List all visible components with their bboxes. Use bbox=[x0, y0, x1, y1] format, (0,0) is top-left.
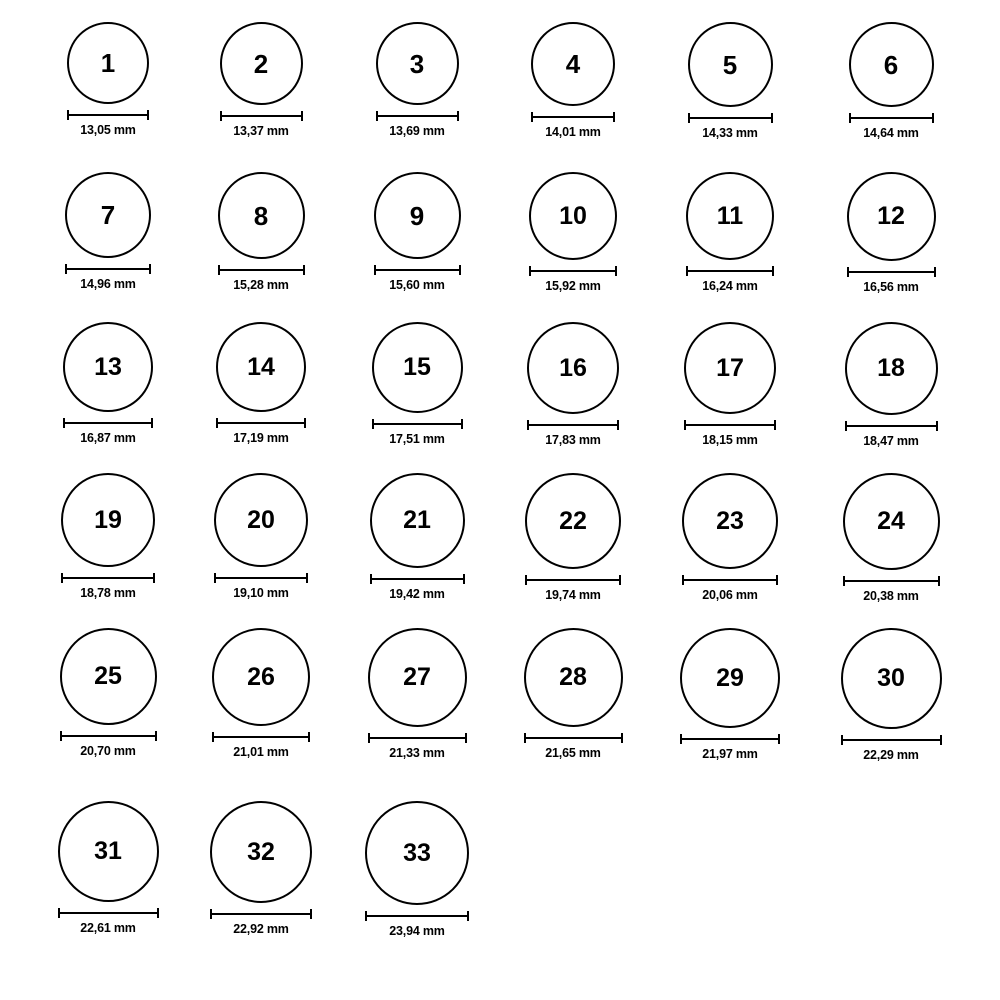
measure-cap-right-icon bbox=[936, 421, 938, 431]
diameter-label: 22,61 mm bbox=[80, 921, 136, 935]
ring-size-number: 26 bbox=[247, 662, 275, 691]
measure-cap-left-icon bbox=[368, 733, 370, 743]
diameter-label: 19,42 mm bbox=[389, 587, 445, 601]
measure-line-icon bbox=[372, 423, 463, 425]
ring-size-item bbox=[355, 22, 479, 138]
diameter-measure bbox=[61, 573, 155, 583]
ring-size-number: 18 bbox=[877, 354, 905, 382]
ring-size-item bbox=[199, 473, 323, 600]
measure-cap-left-icon bbox=[218, 265, 220, 275]
ring-circle bbox=[680, 628, 780, 728]
measure-cap-left-icon bbox=[376, 111, 378, 121]
ring-circle bbox=[686, 172, 774, 260]
measure-cap-right-icon bbox=[619, 575, 621, 585]
measure-line-icon bbox=[843, 580, 940, 582]
diameter-label: 15,60 mm bbox=[389, 278, 445, 292]
ring-circle bbox=[212, 628, 310, 726]
diameter-label: 13,37 mm bbox=[233, 124, 289, 138]
diameter-label: 17,51 mm bbox=[389, 432, 445, 446]
diameter-label: 23,94 mm bbox=[389, 924, 445, 938]
diameter-measure bbox=[212, 732, 310, 742]
measure-cap-left-icon bbox=[686, 266, 688, 276]
diameter-measure bbox=[680, 734, 780, 744]
diameter-label: 20,38 mm bbox=[863, 589, 919, 603]
ring-circle bbox=[843, 473, 940, 570]
measure-line-icon bbox=[529, 270, 617, 272]
ring-size-item bbox=[46, 628, 170, 758]
ring-circle bbox=[63, 322, 153, 412]
measure-line-icon bbox=[214, 577, 308, 579]
measure-cap-right-icon bbox=[938, 576, 940, 586]
ring-size-number: 9 bbox=[409, 200, 425, 231]
diameter-label: 14,96 mm bbox=[80, 277, 136, 291]
ring-size-item bbox=[199, 801, 323, 936]
measure-line-icon bbox=[684, 424, 776, 426]
measure-cap-left-icon bbox=[65, 264, 67, 274]
diameter-measure bbox=[374, 265, 461, 275]
measure-line-icon bbox=[210, 913, 312, 915]
measure-cap-right-icon bbox=[459, 265, 461, 275]
ring-size-item bbox=[199, 22, 323, 138]
ring-size-number: 14 bbox=[247, 352, 275, 381]
measure-cap-right-icon bbox=[778, 734, 780, 744]
diameter-label: 14,64 mm bbox=[863, 126, 919, 140]
ring-size-number: 7 bbox=[100, 200, 116, 230]
measure-line-icon bbox=[58, 912, 159, 914]
diameter-label: 19,74 mm bbox=[545, 588, 601, 602]
measure-cap-left-icon bbox=[220, 111, 222, 121]
measure-cap-left-icon bbox=[372, 419, 374, 429]
ring-size-number: 31 bbox=[94, 837, 122, 865]
measure-cap-right-icon bbox=[301, 111, 303, 121]
measure-line-icon bbox=[370, 578, 465, 580]
ring-size-item bbox=[829, 322, 953, 448]
measure-line-icon bbox=[841, 739, 942, 741]
ring-size-item bbox=[46, 322, 170, 445]
measure-line-icon bbox=[680, 738, 780, 740]
measure-cap-left-icon bbox=[216, 418, 218, 428]
ring-size-number: 2 bbox=[253, 48, 269, 79]
measure-cap-left-icon bbox=[680, 734, 682, 744]
ring-size-item bbox=[355, 801, 479, 938]
measure-cap-right-icon bbox=[621, 733, 623, 743]
measure-cap-left-icon bbox=[527, 420, 529, 430]
ring-circle bbox=[688, 22, 773, 107]
measure-cap-left-icon bbox=[688, 113, 690, 123]
diameter-measure bbox=[525, 575, 621, 585]
measure-cap-right-icon bbox=[934, 267, 936, 277]
measure-line-icon bbox=[365, 915, 469, 917]
measure-cap-right-icon bbox=[463, 574, 465, 584]
ring-size-item bbox=[668, 22, 792, 140]
ring-size-number: 1 bbox=[100, 48, 116, 78]
measure-cap-right-icon bbox=[155, 731, 157, 741]
diameter-label: 17,19 mm bbox=[233, 431, 289, 445]
measure-line-icon bbox=[531, 116, 615, 118]
diameter-measure bbox=[58, 908, 159, 918]
measure-cap-left-icon bbox=[847, 267, 849, 277]
measure-cap-left-icon bbox=[210, 909, 212, 919]
diameter-label: 16,56 mm bbox=[863, 280, 919, 294]
measure-cap-right-icon bbox=[465, 733, 467, 743]
measure-line-icon bbox=[682, 579, 778, 581]
measure-cap-left-icon bbox=[370, 574, 372, 584]
ring-size-number: 21 bbox=[403, 506, 431, 534]
diameter-label: 18,78 mm bbox=[80, 586, 136, 600]
ring-circle bbox=[841, 628, 942, 729]
measure-line-icon bbox=[686, 270, 774, 272]
measure-cap-right-icon bbox=[310, 909, 312, 919]
measure-line-icon bbox=[67, 114, 149, 116]
diameter-measure bbox=[210, 909, 312, 919]
measure-cap-right-icon bbox=[467, 911, 469, 921]
diameter-label: 21,01 mm bbox=[233, 745, 289, 759]
measure-cap-left-icon bbox=[524, 733, 526, 743]
ring-size-number: 12 bbox=[877, 202, 905, 230]
diameter-measure bbox=[531, 112, 615, 122]
diameter-label: 20,70 mm bbox=[80, 744, 136, 758]
diameter-label: 16,87 mm bbox=[80, 431, 136, 445]
ring-circle bbox=[684, 322, 776, 414]
ring-circle bbox=[218, 172, 305, 259]
ring-circle bbox=[849, 22, 934, 107]
measure-cap-right-icon bbox=[615, 266, 617, 276]
ring-size-item bbox=[668, 322, 792, 447]
measure-cap-right-icon bbox=[147, 110, 149, 120]
diameter-label: 19,10 mm bbox=[233, 586, 289, 600]
ring-circle bbox=[216, 322, 306, 412]
ring-size-number: 11 bbox=[716, 201, 744, 230]
diameter-label: 18,15 mm bbox=[702, 433, 758, 447]
ring-size-item bbox=[829, 172, 953, 294]
ring-size-item bbox=[511, 22, 635, 139]
ring-size-item bbox=[355, 628, 479, 760]
diameter-label: 14,01 mm bbox=[545, 125, 601, 139]
ring-size-item bbox=[511, 172, 635, 293]
ring-size-number: 20 bbox=[247, 505, 275, 534]
diameter-label: 15,92 mm bbox=[545, 279, 601, 293]
ring-size-number: 3 bbox=[409, 48, 425, 79]
measure-cap-left-icon bbox=[365, 911, 367, 921]
diameter-measure bbox=[849, 113, 934, 123]
measure-line-icon bbox=[527, 424, 619, 426]
measure-cap-right-icon bbox=[932, 113, 934, 123]
diameter-measure bbox=[60, 731, 157, 741]
ring-size-number: 23 bbox=[716, 506, 744, 535]
ring-size-item bbox=[668, 172, 792, 293]
ring-circle bbox=[65, 172, 151, 258]
diameter-measure bbox=[370, 574, 465, 584]
diameter-label: 13,69 mm bbox=[389, 124, 445, 138]
ring-size-item bbox=[46, 172, 170, 291]
ring-size-item bbox=[511, 322, 635, 447]
ring-size-item bbox=[355, 172, 479, 292]
measure-line-icon bbox=[220, 115, 303, 117]
diameter-label: 22,29 mm bbox=[863, 748, 919, 762]
ring-size-number: 24 bbox=[877, 507, 905, 535]
measure-cap-left-icon bbox=[525, 575, 527, 585]
ring-size-number: 10 bbox=[559, 201, 587, 230]
ring-circle bbox=[374, 172, 461, 259]
measure-line-icon bbox=[525, 579, 621, 581]
measure-cap-right-icon bbox=[149, 264, 151, 274]
ring-size-item bbox=[199, 322, 323, 445]
ring-size-number: 8 bbox=[253, 200, 269, 231]
measure-cap-right-icon bbox=[772, 266, 774, 276]
ring-size-number: 5 bbox=[722, 49, 738, 80]
diameter-measure bbox=[686, 266, 774, 276]
ring-size-item bbox=[199, 172, 323, 292]
measure-cap-left-icon bbox=[67, 110, 69, 120]
ring-size-item bbox=[511, 473, 635, 602]
ring-size-item bbox=[668, 473, 792, 602]
measure-line-icon bbox=[374, 269, 461, 271]
ring-size-number: 19 bbox=[94, 505, 122, 534]
ring-circle bbox=[376, 22, 459, 105]
ring-circle bbox=[60, 628, 157, 725]
measure-cap-left-icon bbox=[58, 908, 60, 918]
ring-circle bbox=[370, 473, 465, 568]
ring-circle bbox=[529, 172, 617, 260]
ring-circle bbox=[847, 172, 936, 261]
diameter-measure bbox=[63, 418, 153, 428]
diameter-measure bbox=[843, 576, 940, 586]
ring-circle bbox=[210, 801, 312, 903]
measure-cap-left-icon bbox=[212, 732, 214, 742]
ring-size-number: 33 bbox=[403, 838, 431, 867]
measure-cap-right-icon bbox=[776, 575, 778, 585]
ring-size-item bbox=[46, 801, 170, 935]
measure-cap-right-icon bbox=[457, 111, 459, 121]
measure-cap-right-icon bbox=[303, 265, 305, 275]
ring-size-item bbox=[355, 322, 479, 446]
ring-size-item bbox=[46, 473, 170, 600]
diameter-measure bbox=[841, 735, 942, 745]
ring-size-number: 16 bbox=[559, 353, 587, 382]
measure-line-icon bbox=[849, 117, 934, 119]
ring-circle bbox=[365, 801, 469, 905]
measure-cap-left-icon bbox=[529, 266, 531, 276]
measure-cap-left-icon bbox=[845, 421, 847, 431]
diameter-label: 14,33 mm bbox=[702, 126, 758, 140]
measure-line-icon bbox=[65, 268, 151, 270]
measure-cap-left-icon bbox=[60, 731, 62, 741]
measure-line-icon bbox=[216, 422, 306, 424]
ring-size-item bbox=[355, 473, 479, 601]
ring-size-number: 25 bbox=[94, 662, 122, 690]
measure-line-icon bbox=[63, 422, 153, 424]
measure-cap-left-icon bbox=[63, 418, 65, 428]
measure-cap-left-icon bbox=[214, 573, 216, 583]
ring-size-number: 15 bbox=[403, 353, 431, 381]
ring-size-number: 28 bbox=[559, 663, 587, 691]
ring-circle bbox=[372, 322, 463, 413]
ring-size-number: 29 bbox=[716, 663, 744, 692]
ring-size-number: 4 bbox=[565, 49, 581, 79]
ring-size-item bbox=[668, 628, 792, 761]
diameter-measure bbox=[372, 419, 463, 429]
diameter-measure bbox=[684, 420, 776, 430]
ring-circle bbox=[67, 22, 149, 104]
diameter-measure bbox=[220, 111, 303, 121]
measure-line-icon bbox=[376, 115, 459, 117]
diameter-label: 21,97 mm bbox=[702, 747, 758, 761]
diameter-measure bbox=[368, 733, 467, 743]
ring-size-number: 27 bbox=[403, 663, 431, 691]
measure-cap-right-icon bbox=[304, 418, 306, 428]
measure-cap-right-icon bbox=[940, 735, 942, 745]
ring-circle bbox=[214, 473, 308, 567]
measure-cap-left-icon bbox=[684, 420, 686, 430]
measure-line-icon bbox=[847, 271, 936, 273]
measure-cap-right-icon bbox=[308, 732, 310, 742]
measure-cap-right-icon bbox=[151, 418, 153, 428]
measure-cap-right-icon bbox=[153, 573, 155, 583]
ring-circle bbox=[682, 473, 778, 569]
ring-size-item bbox=[829, 22, 953, 140]
diameter-measure bbox=[529, 266, 617, 276]
diameter-label: 22,92 mm bbox=[233, 922, 289, 936]
ring-size-number: 13 bbox=[94, 352, 122, 381]
ring-size-number: 6 bbox=[883, 49, 899, 80]
diameter-label: 16,24 mm bbox=[702, 279, 758, 293]
ring-circle bbox=[525, 473, 621, 569]
measure-cap-right-icon bbox=[771, 113, 773, 123]
ring-circle bbox=[845, 322, 938, 415]
measure-cap-left-icon bbox=[843, 576, 845, 586]
diameter-label: 17,83 mm bbox=[545, 433, 601, 447]
diameter-measure bbox=[218, 265, 305, 275]
diameter-measure bbox=[65, 264, 151, 274]
measure-line-icon bbox=[524, 737, 623, 739]
diameter-label: 20,06 mm bbox=[702, 588, 758, 602]
measure-line-icon bbox=[61, 577, 155, 579]
measure-cap-left-icon bbox=[61, 573, 63, 583]
diameter-label: 21,65 mm bbox=[545, 746, 601, 760]
ring-circle bbox=[58, 801, 159, 902]
measure-line-icon bbox=[845, 425, 938, 427]
ring-circle bbox=[61, 473, 155, 567]
ring-circle bbox=[531, 22, 615, 106]
measure-cap-left-icon bbox=[682, 575, 684, 585]
measure-line-icon bbox=[368, 737, 467, 739]
ring-size-item bbox=[829, 473, 953, 603]
measure-cap-left-icon bbox=[849, 113, 851, 123]
measure-cap-right-icon bbox=[461, 419, 463, 429]
diameter-measure bbox=[67, 110, 149, 120]
diameter-measure bbox=[524, 733, 623, 743]
diameter-label: 18,47 mm bbox=[863, 434, 919, 448]
measure-line-icon bbox=[60, 735, 157, 737]
measure-cap-left-icon bbox=[841, 735, 843, 745]
ring-size-item bbox=[829, 628, 953, 762]
measure-cap-right-icon bbox=[617, 420, 619, 430]
ring-circle bbox=[524, 628, 623, 727]
diameter-measure bbox=[847, 267, 936, 277]
measure-cap-right-icon bbox=[306, 573, 308, 583]
measure-line-icon bbox=[212, 736, 310, 738]
diameter-measure bbox=[214, 573, 308, 583]
diameter-measure bbox=[688, 113, 773, 123]
diameter-label: 15,28 mm bbox=[233, 278, 289, 292]
diameter-measure bbox=[376, 111, 459, 121]
diameter-label: 13,05 mm bbox=[80, 123, 136, 137]
measure-cap-right-icon bbox=[157, 908, 159, 918]
ring-circle bbox=[527, 322, 619, 414]
diameter-measure bbox=[682, 575, 778, 585]
ring-size-number: 30 bbox=[877, 664, 905, 692]
ring-size-number: 17 bbox=[716, 353, 744, 382]
ring-size-item bbox=[199, 628, 323, 759]
measure-cap-left-icon bbox=[374, 265, 376, 275]
measure-cap-left-icon bbox=[531, 112, 533, 122]
diameter-label: 21,33 mm bbox=[389, 746, 445, 760]
measure-line-icon bbox=[688, 117, 773, 119]
measure-cap-right-icon bbox=[774, 420, 776, 430]
ring-size-item bbox=[511, 628, 635, 760]
diameter-measure bbox=[845, 421, 938, 431]
diameter-measure bbox=[365, 911, 469, 921]
measure-line-icon bbox=[218, 269, 305, 271]
ring-size-number: 32 bbox=[247, 837, 275, 866]
ring-circle bbox=[368, 628, 467, 727]
ring-size-item bbox=[46, 22, 170, 137]
diameter-measure bbox=[216, 418, 306, 428]
ring-size-number: 22 bbox=[559, 506, 587, 535]
ring-circle bbox=[220, 22, 303, 105]
measure-cap-right-icon bbox=[613, 112, 615, 122]
diameter-measure bbox=[527, 420, 619, 430]
